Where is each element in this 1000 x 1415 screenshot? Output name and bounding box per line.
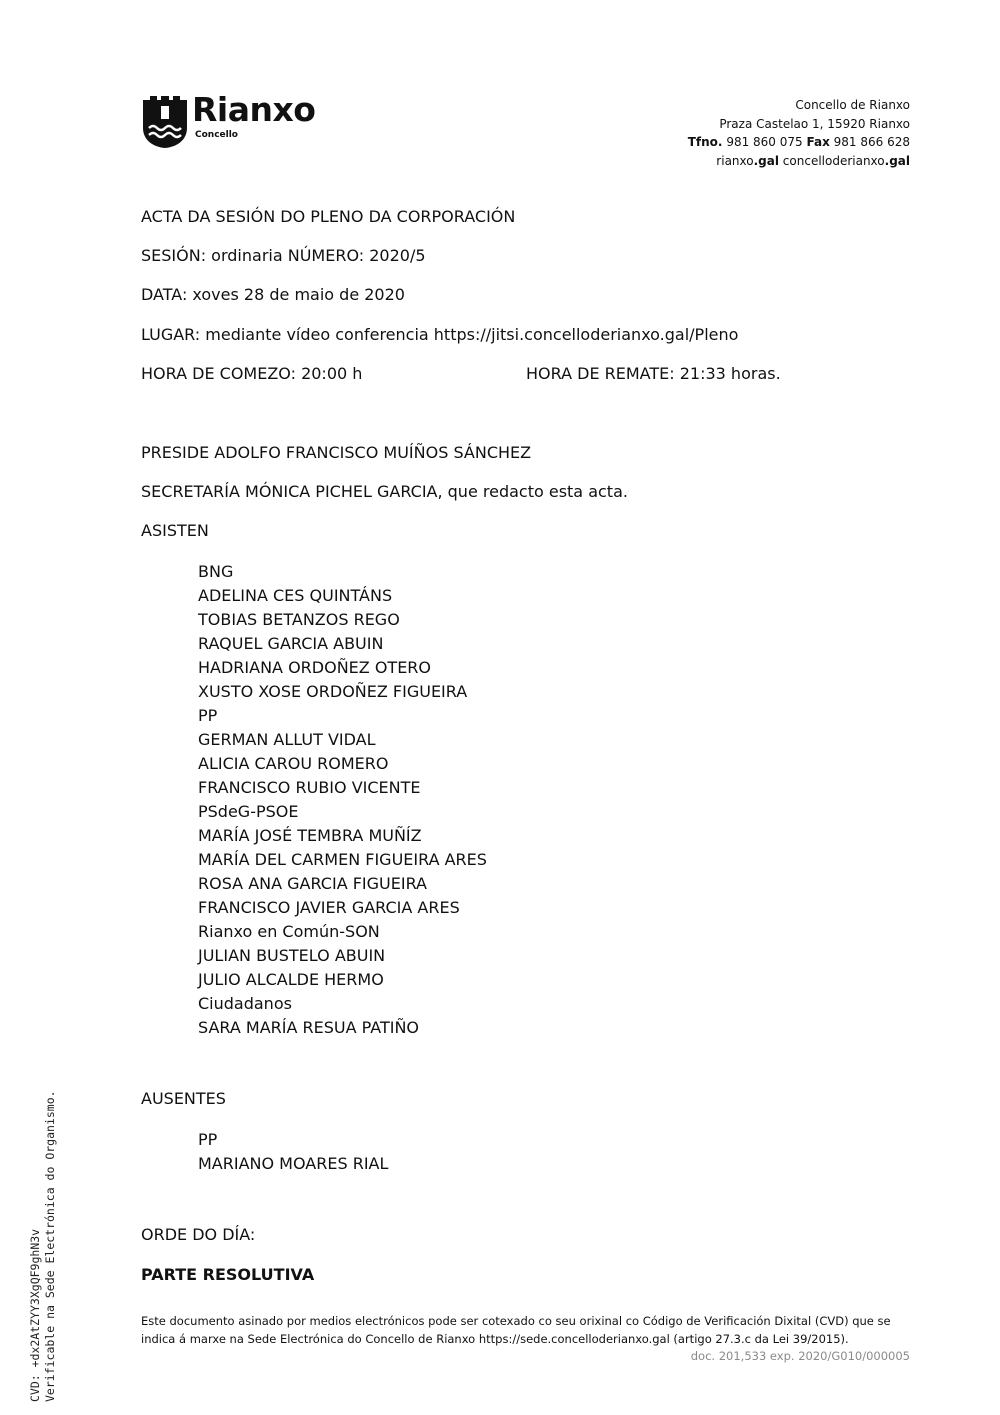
list-item: PSdeG-PSOE xyxy=(198,802,299,821)
list-item: RAQUEL GARCIA ABUIN xyxy=(198,634,384,653)
list-item: Ciudadanos xyxy=(198,994,292,1013)
list-item: JULIO ALCALDE HERMO xyxy=(198,970,384,989)
secretary-line: SECRETARÍA MÓNICA PICHEL GARCIA, que redacto esta acta. xyxy=(141,482,628,501)
start-time: HORA DE COMEZO: 20:00 h xyxy=(141,364,363,383)
list-item: FRANCISCO JAVIER GARCIA ARES xyxy=(198,898,460,917)
list-item: JULIAN BUSTELO ABUIN xyxy=(198,946,386,965)
attendees-list xyxy=(198,560,487,1040)
list-item: XUSTO XOSE ORDOÑEZ FIGUEIRA xyxy=(198,682,468,701)
absent-label: AUSENTES xyxy=(141,1089,226,1108)
list-item: Rianxo en Común-SON xyxy=(198,922,380,941)
web2-name: concelloderianxo xyxy=(782,153,885,168)
tel-number: 981 860 075 xyxy=(726,135,803,149)
list-item: GERMAN ALLUT VIDAL xyxy=(198,730,376,749)
list-item: ROSA ANA GARCIA FIGUEIRA xyxy=(198,874,427,893)
list-item: MARÍA JOSÉ TEMBRA MUÑÍZ xyxy=(198,826,422,845)
list-item: PP xyxy=(198,1130,218,1149)
logo-wordmark: Rianxo xyxy=(192,90,316,129)
contact-webs xyxy=(688,152,910,171)
list-item: MARIANO MOARES RIAL xyxy=(198,1154,389,1173)
contact-phones xyxy=(688,133,910,152)
web1-tld: .gal xyxy=(753,153,779,168)
web2-tld: .gal xyxy=(884,153,910,168)
list-item: ALICIA CAROU ROMERO xyxy=(198,754,389,773)
list-item: ADELINA CES QUINTÁNS xyxy=(198,586,393,605)
web1-name: rianxo xyxy=(716,153,754,168)
tel-label: Tfno. xyxy=(687,135,723,149)
list-item: HADRIANA ORDOÑEZ OTERO xyxy=(198,658,432,677)
contact-address: Praza Castelao 1, 15920 Rianxo xyxy=(719,116,910,131)
list-item: FRANCISCO RUBIO VICENTE xyxy=(198,778,421,797)
verify-note: Verificable na Sede Electrónica do Organismo. xyxy=(43,1090,57,1402)
list-item: SARA MARÍA RESUA PATIÑO xyxy=(198,1018,420,1037)
fax-label: Fax xyxy=(806,135,830,149)
session-line: SESIÓN: ordinaria NÚMERO: 2020/5 xyxy=(141,246,426,265)
list-item: MARÍA DEL CARMEN FIGUEIRA ARES xyxy=(198,850,487,869)
end-time: HORA DE REMATE: 21:33 horas. xyxy=(526,364,781,383)
cvd-code: CVD: +dx2AtZYY3XgQF9ghN3v xyxy=(28,1228,42,1402)
absent-list xyxy=(198,1128,388,1176)
cvd-margin-note xyxy=(28,1090,58,1402)
list-item: PP xyxy=(198,706,218,725)
list-item: TOBIAS BETANZOS REGO xyxy=(198,610,400,629)
document-reference: doc. 201,533 exp. 2020/G010/000005 xyxy=(690,1349,910,1363)
presides-line: PRESIDE ADOLFO FRANCISCO MUÍÑOS SÁNCHEZ xyxy=(141,443,532,462)
date-line: DATA: xoves 28 de maio de 2020 xyxy=(141,285,405,304)
attendees-label: ASISTEN xyxy=(141,521,209,540)
list-item: BNG xyxy=(198,562,234,581)
contact-org: Concello de Rianxo xyxy=(795,98,910,112)
section-title: PARTE RESOLUTIVA xyxy=(141,1265,315,1284)
agenda-label: ORDE DO DÍA: xyxy=(141,1225,256,1244)
place-line: LUGAR: mediante vídeo conferencia https://jitsi.concelloderianxo.gal/Pleno xyxy=(141,325,739,344)
logo-subtitle: Concello xyxy=(195,130,238,140)
fax-number: 981 866 628 xyxy=(833,135,910,149)
rianxo-logo xyxy=(142,90,352,150)
castle-shield-icon xyxy=(142,96,188,148)
document-title: ACTA DA SESIÓN DO PLENO DA CORPORACIÓN xyxy=(141,207,516,226)
footer-note: Este documento asinado por medios electrónicos pode ser cotexado co seu orixinal co Código de Verificación Dixital (CVD) que se indica á marxe na Sede Electrónica do Concello de Rianxo https://sede.concelloderianxo.gal (artigo 27.3.c da Lei 39/2015). xyxy=(141,1314,891,1346)
contact-block xyxy=(688,96,910,170)
